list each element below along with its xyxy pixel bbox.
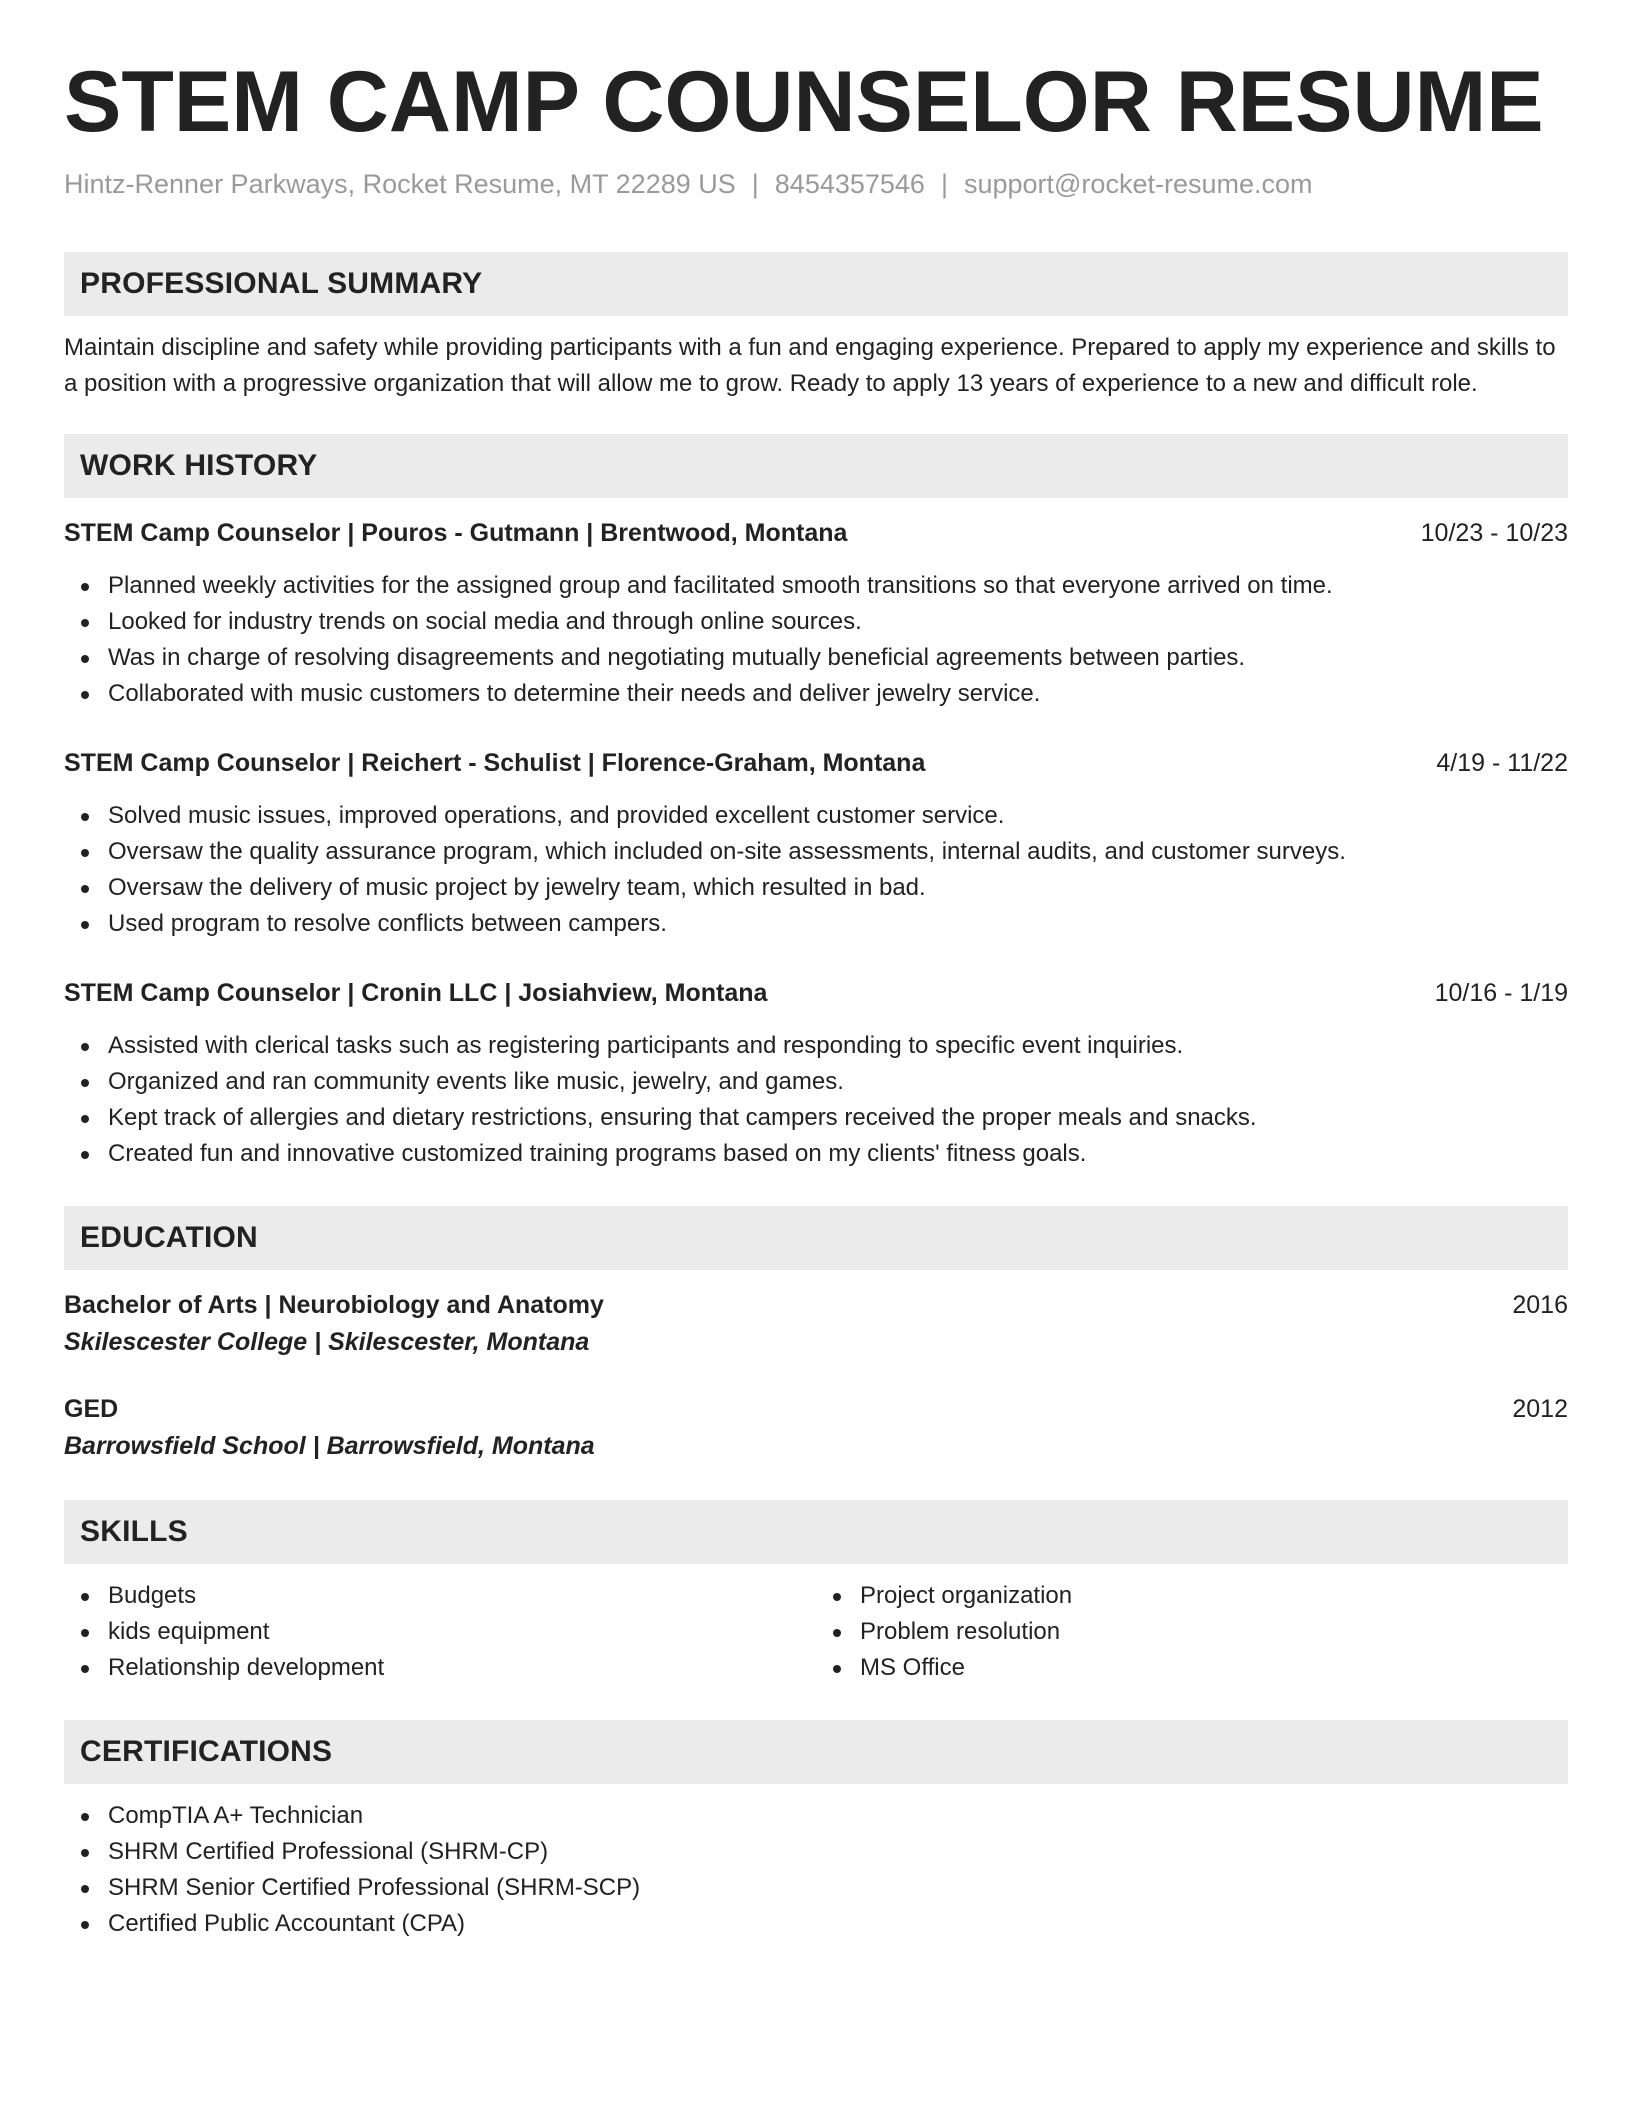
job-header — [64, 516, 1568, 550]
job-entry — [64, 516, 1568, 712]
skills-columns — [64, 1564, 1568, 1686]
job-bullet — [108, 906, 1568, 942]
job-bullet-text: Assisted with clerical tasks such as registering participants and responding to specific event inquiries. — [108, 1032, 1184, 1059]
bullet-icon — [81, 1593, 89, 1601]
contact-email: support@rocket-resume.com — [963, 169, 1313, 199]
skill-text: Problem resolution — [860, 1618, 1061, 1645]
contact-address: Hintz-Renner Parkways, Rocket Resume, MT 22289 US — [64, 169, 736, 199]
bullet-icon — [81, 1849, 89, 1857]
education-entry — [64, 1392, 1568, 1466]
skill-item — [860, 1650, 1568, 1686]
education-section — [64, 1206, 1568, 1466]
job-bullets — [64, 568, 1568, 712]
job-entry — [64, 976, 1568, 1172]
work-history-heading: WORK HISTORY — [64, 434, 1568, 498]
job-bullet — [108, 1100, 1568, 1136]
job-bullet-text: Used program to resolve conflicts between campers. — [108, 910, 667, 937]
skill-text: Project organization — [860, 1582, 1073, 1609]
job-bullets — [64, 798, 1568, 942]
education-school: Barrowsfield School | Barrowsfield, Montana — [64, 1432, 595, 1460]
job-dates: 10/23 - 10/23 — [1420, 519, 1568, 547]
certification-item — [108, 1906, 1568, 1942]
bullet-icon — [81, 1151, 89, 1159]
skills-list-left — [64, 1578, 816, 1686]
certification-item — [108, 1798, 1568, 1834]
skills-list-right — [816, 1578, 1568, 1686]
job-header — [64, 746, 1568, 780]
bullet-icon — [833, 1665, 841, 1673]
summary-text: Maintain discipline and safety while providing participants with a fun and engaging experience. Prepared to apply my experience and skills to a position with a progressive organization that will allow me to grow. Ready to apply 13 years of experience to a new and difficult role. — [64, 334, 1556, 397]
job-bullet-text: Planned weekly activities for the assigned group and facilitated smooth transitions so that everyone arrived on time. — [108, 572, 1333, 599]
certification-text: SHRM Senior Certified Professional (SHRM-SCP) — [108, 1874, 641, 1901]
education-heading: EDUCATION — [64, 1206, 1568, 1270]
certification-text: SHRM Certified Professional (SHRM-CP) — [108, 1838, 549, 1865]
bullet-icon — [833, 1629, 841, 1637]
certifications-section — [64, 1720, 1568, 1942]
job-bullet — [108, 870, 1568, 906]
contact-line — [64, 166, 1568, 202]
education-header — [64, 1288, 1568, 1322]
bullet-icon — [81, 1813, 89, 1821]
job-bullet — [108, 1028, 1568, 1064]
job-bullet-text: Kept track of allergies and dietary restrictions, ensuring that campers received the proper meals and snacks. — [108, 1104, 1257, 1131]
job-entry — [64, 746, 1568, 942]
certification-item — [108, 1870, 1568, 1906]
summary-heading: PROFESSIONAL SUMMARY — [64, 252, 1568, 316]
job-header — [64, 976, 1568, 1010]
education-year: 2012 — [1512, 1395, 1568, 1423]
skill-text: Relationship development — [108, 1654, 385, 1681]
job-bullet — [108, 568, 1568, 604]
job-bullet — [108, 604, 1568, 640]
bullet-icon — [81, 619, 89, 627]
job-dates: 4/19 - 11/22 — [1436, 749, 1568, 777]
skills-heading: SKILLS — [64, 1500, 1568, 1564]
bullet-icon — [81, 1115, 89, 1123]
job-bullets — [64, 1028, 1568, 1172]
bullet-icon — [81, 1921, 89, 1929]
bullet-icon — [81, 921, 89, 929]
certification-item — [108, 1834, 1568, 1870]
education-degree: GED — [64, 1395, 119, 1423]
bullet-icon — [833, 1593, 841, 1601]
job-bullet-text: Oversaw the quality assurance program, which included on-site assessments, internal audits, and customer surveys. — [108, 838, 1346, 865]
job-bullet-text: Created fun and innovative customized training programs based on my clients' fitness goals. — [108, 1140, 1087, 1167]
contact-separator: | — [940, 169, 948, 199]
skill-item — [860, 1578, 1568, 1614]
education-school: Skilescester College | Skilescester, Montana — [64, 1328, 590, 1356]
skill-text: Budgets — [108, 1582, 197, 1609]
certification-text: CompTIA A+ Technician — [108, 1802, 364, 1829]
contact-separator: | — [751, 169, 759, 199]
job-bullet-text: Was in charge of resolving disagreements and negotiating mutually beneficial agreements between parties. — [108, 644, 1246, 671]
bullet-icon — [81, 813, 89, 821]
skill-item — [108, 1578, 816, 1614]
job-title: STEM Camp Counselor | Cronin LLC | Josiahview, Montana — [64, 979, 768, 1007]
bullet-icon — [81, 849, 89, 857]
certification-text: Certified Public Accountant (CPA) — [108, 1910, 466, 1937]
skill-item — [860, 1614, 1568, 1650]
certifications-heading: CERTIFICATIONS — [64, 1720, 1568, 1784]
job-title: STEM Camp Counselor | Reichert - Schulist | Florence-Graham, Montana — [64, 749, 926, 777]
bullet-icon — [81, 1629, 89, 1637]
skills-section — [64, 1500, 1568, 1686]
job-bullet — [108, 834, 1568, 870]
bullet-icon — [81, 1043, 89, 1051]
education-entry — [64, 1288, 1568, 1362]
bullet-icon — [81, 1079, 89, 1087]
job-bullet — [108, 1136, 1568, 1172]
bullet-icon — [81, 583, 89, 591]
job-bullet — [108, 1064, 1568, 1100]
certifications-list — [64, 1798, 1568, 1942]
skill-item — [108, 1614, 816, 1650]
bullet-icon — [81, 885, 89, 893]
resume-title: STEM CAMP COUNSELOR RESUME — [64, 54, 1544, 150]
summary-section — [64, 252, 1568, 402]
bullet-icon — [81, 655, 89, 663]
education-degree: Bachelor of Arts | Neurobiology and Anatomy — [64, 1291, 604, 1319]
education-year: 2016 — [1512, 1291, 1568, 1319]
job-bullet — [108, 640, 1568, 676]
bullet-icon — [81, 1885, 89, 1893]
work-history-section — [64, 434, 1568, 1172]
skill-text: MS Office — [860, 1654, 965, 1681]
education-header — [64, 1392, 1568, 1426]
job-bullet-text: Oversaw the delivery of music project by jewelry team, which resulted in bad. — [108, 874, 926, 901]
job-title: STEM Camp Counselor | Pouros - Gutmann | Brentwood, Montana — [64, 519, 848, 547]
job-bullet-text: Organized and ran community events like music, jewelry, and games. — [108, 1068, 844, 1095]
job-bullet-text: Solved music issues, improved operations, and provided excellent customer service. — [108, 802, 1005, 829]
skill-text: kids equipment — [108, 1618, 270, 1645]
job-dates: 10/16 - 1/19 — [1434, 979, 1568, 1007]
contact-phone: 8454357546 — [774, 169, 925, 199]
bullet-icon — [81, 691, 89, 699]
job-bullet — [108, 798, 1568, 834]
job-bullet — [108, 676, 1568, 712]
job-bullet-text: Collaborated with music customers to determine their needs and deliver jewelry service. — [108, 680, 1041, 707]
bullet-icon — [81, 1665, 89, 1673]
job-bullet-text: Looked for industry trends on social media and through online sources. — [108, 608, 862, 635]
skill-item — [108, 1650, 816, 1686]
